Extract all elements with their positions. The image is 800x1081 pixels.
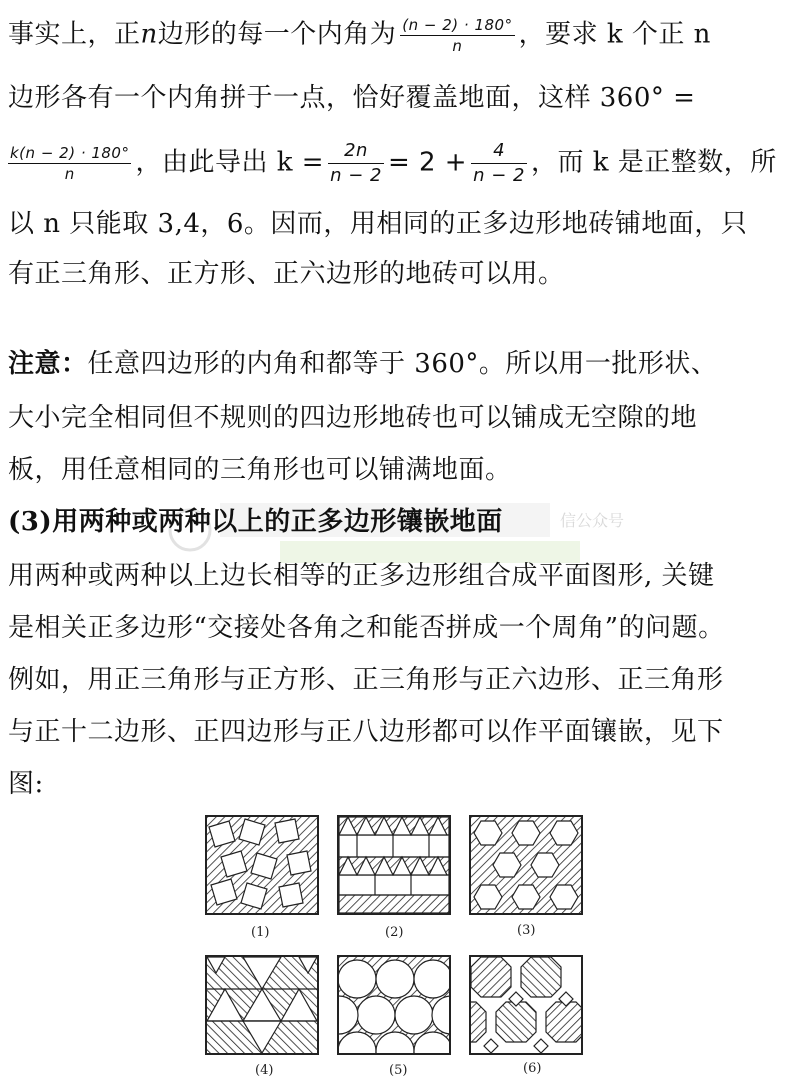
figure-caption-5: (5) (389, 1063, 408, 1078)
text-span: 任意四边形的内角和都等于 360°。所以用一批形状、 (87, 349, 718, 379)
fraction-2n (328, 140, 384, 187)
fraction-numerator: k(n − 2) · 180° (10, 144, 130, 162)
tessellation-figure-3 (469, 815, 583, 915)
fraction-denominator: n (452, 37, 463, 55)
text-span: 边形的每一个内角为 (157, 19, 397, 50)
fraction-4 (471, 140, 527, 187)
tessellation-figure-4 (205, 955, 319, 1055)
text-span: ，由此导出 k = (135, 147, 325, 178)
fraction-denominator: n − 2 (473, 165, 525, 186)
paragraph-line-5: 图: (8, 769, 44, 799)
figure-caption-6: (6) (523, 1061, 542, 1076)
fraction-k-angle (8, 144, 131, 183)
figure-caption-3: (3) (517, 923, 536, 938)
fraction-denominator: n − 2 (330, 165, 382, 186)
variable-n: n (140, 19, 158, 50)
note-line-1 (8, 348, 717, 380)
paragraph-line-1: 用两种或两种以上边长相等的正多边形组合成平面图形, 关键 (8, 561, 715, 591)
text-line-3 (8, 140, 777, 187)
paragraph-line-3: 例如，用正三角形与正方形、正三角形与正六边形、正三角形 (8, 665, 724, 695)
tessellation-figure-6 (469, 955, 583, 1055)
paragraph-line-2: 是相关正多边形“交接处各角之和能否拼成一个周角”的问题。 (8, 613, 725, 643)
tessellation-figure-2 (337, 815, 451, 915)
fraction-denominator: n (64, 165, 75, 183)
figure-caption-4: (4) (255, 1063, 274, 1078)
fraction-bar (8, 163, 131, 164)
watermark-text: 信公众号 (560, 511, 625, 530)
fraction-numerator: (n − 2) · 180° (402, 16, 513, 34)
figure-caption-1: (1) (251, 925, 270, 940)
text-line-5: 有正三角形、正方形、正六边形的地砖可以用。 (8, 259, 565, 289)
section-heading: (3)用两种或两种以上的正多边形镶嵌地面 (8, 507, 503, 537)
tessellation-figure-5 (337, 955, 451, 1055)
text-line-2: 边形各有一个内角拼于一点，恰好覆盖地面，这样 360° = (8, 83, 696, 113)
tessellation-figure-1 (205, 815, 319, 915)
paragraph-line-4: 与正十二边形、正四边形与正八边形都可以作平面镶嵌，见下 (8, 717, 724, 747)
fraction-numerator: 4 (493, 140, 506, 161)
text-line-1 (8, 16, 711, 55)
text-span: = 2 + (387, 147, 468, 178)
figure-caption-2: (2) (385, 925, 404, 940)
fraction-bar (400, 35, 514, 36)
note-line-2: 大小完全相同但不规则的四边形地砖也可以铺成无空隙的地 (8, 403, 698, 433)
tessellation-figures (205, 815, 595, 1081)
note-line-3: 板，用任意相同的三角形也可以铺满地面。 (8, 455, 512, 485)
note-label: 注意： (8, 349, 88, 379)
fraction-bar (471, 163, 527, 164)
text-span: ，而 k 是正整数，所 (531, 147, 777, 178)
text-line-4: 以 n 只能取 3,4，6。因而，用相同的正多边形地砖铺地面，只 (8, 209, 748, 239)
fraction-interior-angle (400, 16, 514, 55)
fraction-numerator: 2n (344, 140, 368, 161)
text-span: ，要求 k 个正 n (518, 19, 711, 50)
fraction-bar (328, 163, 384, 164)
text-span: 事实上，正 (8, 19, 141, 50)
